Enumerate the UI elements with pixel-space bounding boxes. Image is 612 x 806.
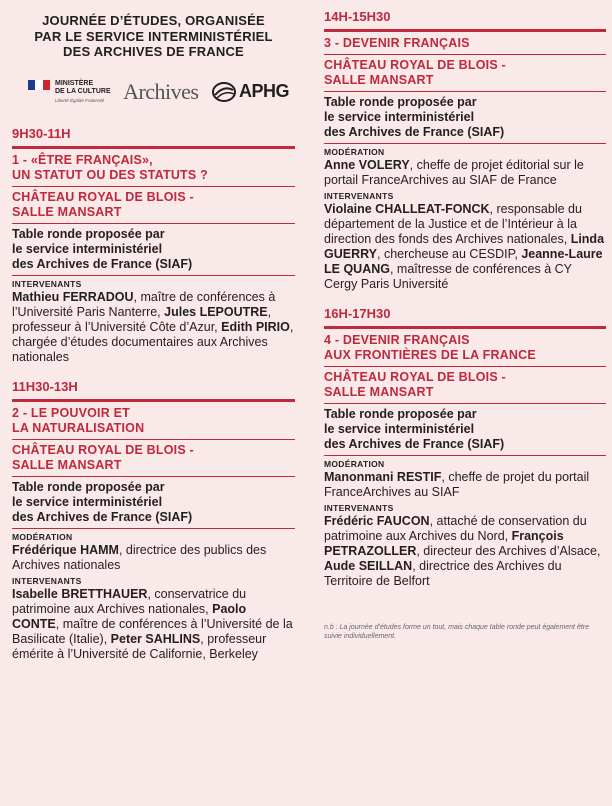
right-column	[324, 0, 606, 641]
intervenants-label: INTERVENANTS	[324, 191, 394, 201]
session-venue: CHÂTEAU ROYAL DE BLOIS - SALLE MANSART	[12, 442, 194, 472]
session-1	[12, 126, 295, 365]
archives-logo: Archives	[123, 78, 199, 104]
divider	[324, 326, 606, 329]
globe-icon	[211, 81, 237, 103]
session-venue: CHÂTEAU ROYAL DE BLOIS - SALLE MANSART	[324, 370, 506, 399]
divider	[324, 366, 606, 367]
left-column	[12, 0, 295, 662]
moderation-list: Frédérique HAMM, directrice des publics des Archives nationales	[12, 542, 267, 572]
roundtable-info: Table ronde proposée par le service interministériel des Archives de France (SIAF)	[12, 226, 193, 271]
intervenants-label: INTERVENANTS	[324, 503, 394, 513]
divider	[12, 439, 295, 440]
roundtable-info: Table ronde proposée par le service interministériel des Archives de France (SIAF)	[324, 407, 505, 451]
divider	[12, 399, 295, 402]
divider	[12, 275, 295, 276]
divider	[324, 91, 606, 92]
moderation-list: Manonmani RESTIF, cheffe de projet du portail FranceArchives au SIAF	[324, 470, 590, 499]
session-title: 3 - DEVENIR FRANÇAIS	[324, 36, 470, 50]
intervenants-list: Isabelle BRETTHAUER, conservatrice du patrimoine aux Archives nationales, Paolo CONTE, maître de conférences à l’Université de la Basilicate (Italie), Peter SAHLINS, professeur émérite à l’Université de Californie, Berkeley	[12, 586, 293, 661]
divider	[324, 29, 606, 32]
divider	[324, 455, 606, 456]
session-time: 14H-15H30	[324, 9, 391, 24]
session-title: 2 - LE POUVOIR ET LA NATURALISATION	[12, 405, 145, 435]
moderation-list: Anne VOLERY, cheffe de projet éditorial sur le portail FranceArchives au SIAF de France	[324, 158, 584, 187]
roundtable-info: Table ronde proposée par le service interministériel des Archives de France (SIAF)	[324, 95, 505, 139]
session-time: 16H-17H30	[324, 306, 391, 321]
session-title: 4 - DEVENIR FRANÇAIS AUX FRONTIÈRES DE LA FRANCE	[324, 333, 536, 362]
session-venue: CHÂTEAU ROYAL DE BLOIS - SALLE MANSART	[324, 58, 506, 87]
roundtable-info: Table ronde proposée par le service interministériel des Archives de France (SIAF)	[12, 479, 193, 524]
divider	[12, 223, 295, 224]
session-3	[324, 9, 606, 292]
french-flag-icon	[28, 80, 50, 90]
divider	[324, 143, 606, 144]
session-4	[324, 306, 606, 589]
intervenants-list: Mathieu FERRADOU, maître de conférences à l’Université Paris Nanterre, Jules LEPOUTRE, professeur à l’Université Côte d’Azur, Edith PIRIO, chargée d’études documentaires aux Archives nationales	[12, 289, 294, 364]
session-title: 1 - «ÊTRE FRANÇAIS», UN STATUT OU DES STATUTS ?	[12, 152, 208, 182]
intervenants-label: INTERVENANTS	[12, 575, 82, 586]
session-time: 11H30-13H	[12, 378, 78, 394]
divider	[12, 476, 295, 477]
moderation-label: MODÉRATION	[12, 531, 73, 542]
moderation-label: MODÉRATION	[324, 147, 385, 157]
aphg-logo: APHG	[211, 81, 289, 103]
footnote: n.b : La journée d’études forme un tout, mais chaque table ronde peut également être suivie individuellement.	[324, 624, 590, 640]
divider	[324, 54, 606, 55]
session-2	[12, 379, 295, 662]
session-venue: CHÂTEAU ROYAL DE BLOIS - SALLE MANSART	[12, 189, 194, 219]
moderation-label: MODÉRATION	[324, 459, 385, 469]
divider	[12, 528, 295, 529]
intervenants-list: Frédéric FAUCON, attaché de conservation du patrimoine aux Archives du Nord, François PETRAZOLLER, directeur des Archives d’Alsace, Aude SEILLAN, directrice des Archives du Territoire de Belfort	[324, 514, 601, 588]
session-time: 9H30-11H	[12, 125, 71, 141]
intervenants-list: Violaine CHALLEAT-FONCK, responsable du département de la Justice et de l’Intérieur à la direction des fonds des Archives nationales, Linda GUERRY, chercheuse au CESDIP, Jeanne-Laure LE QUANG, maîtresse de conférences à CY Cergy Paris Université	[324, 202, 605, 291]
header-title: JOURNÉE D’ÉTUDES, ORGANISÉE PAR LE SERVICE INTERMINISTÉRIEL DES ARCHIVES DE FRANCE	[34, 13, 273, 59]
divider	[12, 186, 295, 187]
partner-logos	[12, 68, 295, 116]
ministere-culture-logo: MINISTÈRE DE LA CULTURE Liberté Égalité Fraternité	[28, 80, 111, 103]
intervenants-label: INTERVENANTS	[12, 278, 82, 289]
divider	[324, 403, 606, 404]
divider	[12, 146, 295, 149]
